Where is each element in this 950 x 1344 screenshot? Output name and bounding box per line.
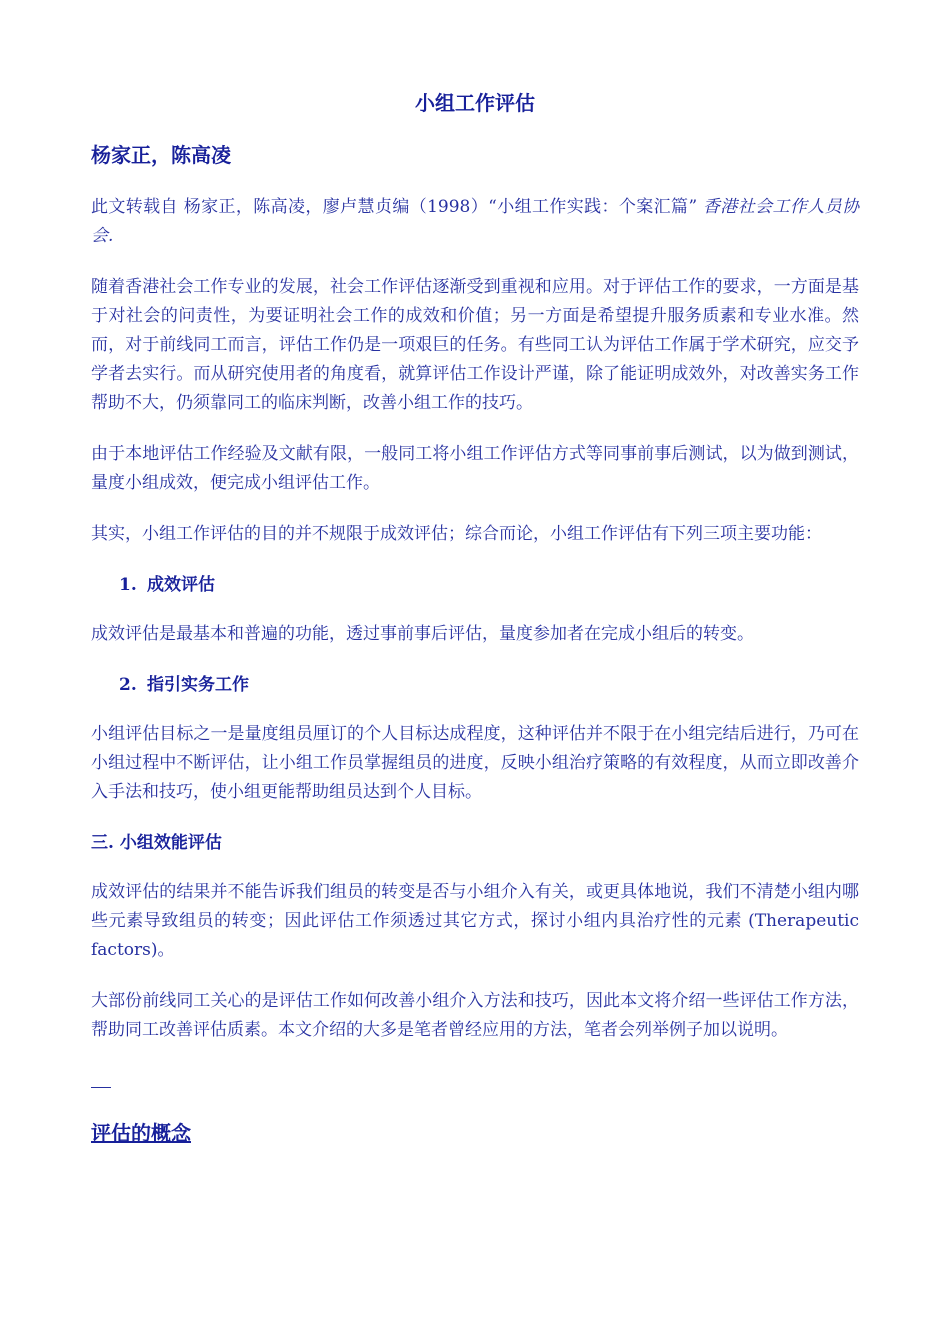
- source-publisher: 香港社会工作人员协会.: [91, 197, 860, 246]
- source-prefix: 此文转载自 杨家正，陈高凌，廖卢慧贞编（1998）“小组工作实践：个案汇篇”: [91, 197, 703, 217]
- document-page: [91, 88, 859, 1148]
- paragraph-local-experience: 由于本地评估工作经验及文献有限，一般同工将小组工作评估方式等同事前事后测试，以为做到测试，量度小组成效，便完成小组评估工作。: [91, 444, 859, 493]
- document-authors: 杨家正，陈高凌: [91, 143, 231, 167]
- function-body-1: 成效评估是最基本和普遍的功能，透过事前事后评估，量度参加者在完成小组后的转变。: [91, 624, 754, 644]
- function-number-1: 1.: [119, 575, 137, 595]
- paragraph-intro: 随着香港社会工作专业的发展，社会工作评估逐渐受到重视和应用。对于评估工作的要求，一方面是基于对社会的问责性，为要证明社会工作的成效和价值；另一方面是希望提升服务质素和专业水准。然而，对于前线同工而言，评估工作仍是一项艰巨的任务。有些同工认为评估工作属于学术研究，应交予学者去实行。而从研究使用者的角度看，就算评估工作设计严谨，除了能证明成效外，对改善实务工作帮助不大，仍须靠同工的临床判断，改善小组工作的技巧。: [91, 277, 859, 413]
- function-title-2: 指引实务工作: [147, 675, 249, 695]
- evaluation-concept-link[interactable]: 评估的概念: [91, 1121, 191, 1145]
- paragraph-final: 大部份前线同工关心的是评估工作如何改善小组介入方法和技巧，因此本文将介绍一些评估工作方法，帮助同工改善评估质素。本文介绍的大多是笔者曾经应用的方法，笔者会列举例子加以说明。: [91, 991, 859, 1040]
- document-title: 小组工作评估: [415, 91, 535, 115]
- function-body-3: 成效评估的结果并不能告诉我们组员的转变是否与小组介入有关，或更具体地说，我们不清楚小组内哪些元素导致组员的转变；因此评估工作须透过其它方式，探讨小组内具治疗性的元素 (Therapeutic factors)。: [91, 882, 859, 960]
- function-number-2: 2.: [119, 675, 137, 695]
- function-heading-2: [119, 671, 859, 700]
- source-citation: [91, 193, 859, 251]
- function-title-1: 成效评估: [147, 575, 215, 595]
- function-heading-3: 三. 小组效能评估: [91, 833, 222, 853]
- function-heading-1: [119, 571, 859, 600]
- paragraph-functions: 其实，小组工作评估的目的并不规限于成效评估；综合而论，小组工作评估有下列三项主要功能：: [91, 524, 822, 544]
- section-divider: [91, 1087, 111, 1088]
- function-body-2: 小组评估目标之一是量度组员厘订的个人目标达成程度，这种评估并不限于在小组完结后进行，乃可在小组过程中不断评估，让小组工作员掌握组员的进度，反映小组治疗策略的有效程度，从而立即改善介入手法和技巧，使小组更能帮助组员达到个人目标。: [91, 724, 859, 802]
